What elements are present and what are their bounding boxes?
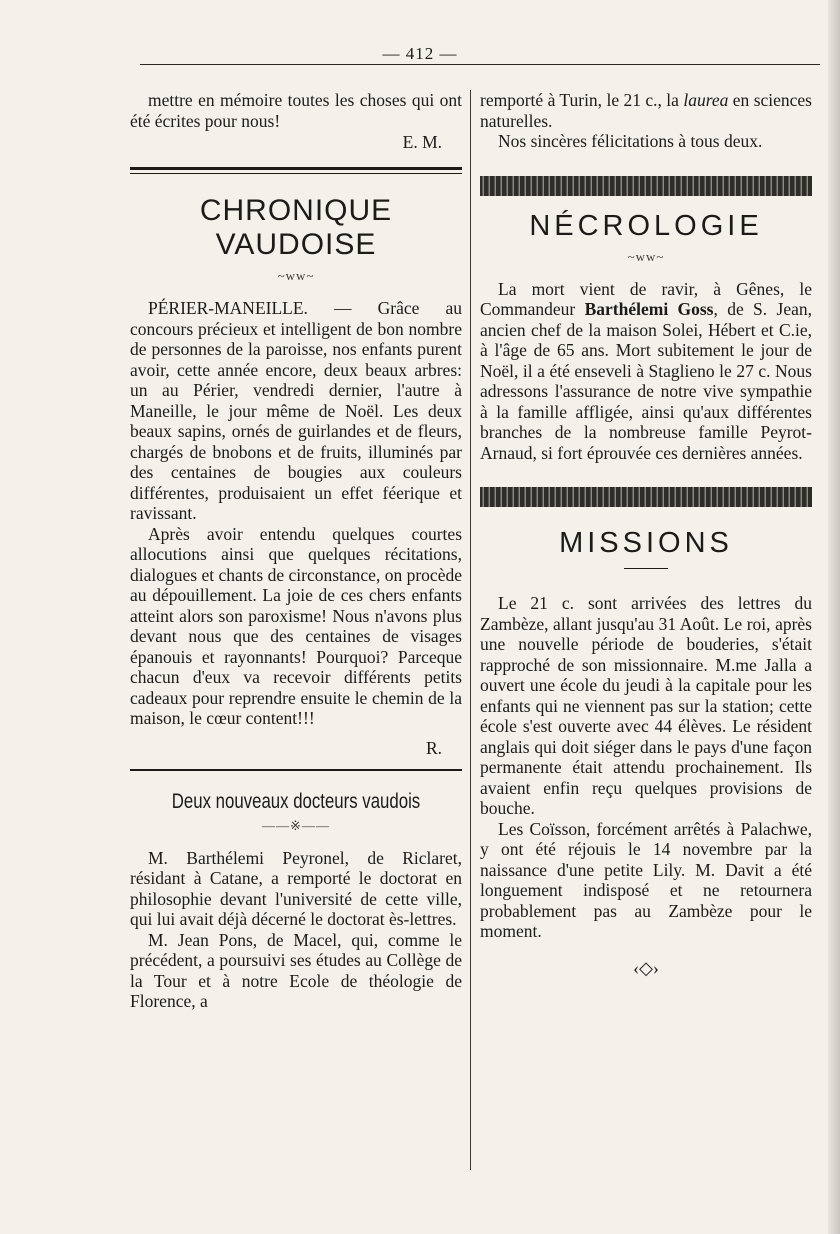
docteurs-heading: Deux nouveaux docteurs vaudois — [171, 789, 421, 813]
missions-rule — [624, 568, 668, 569]
header-rule — [140, 64, 820, 65]
docteurs-ornament: ——※—— — [262, 817, 330, 833]
necrologie-ornament: ~ww~ — [627, 248, 665, 264]
chronique-heading: CHRONIQUE VAUDOISE — [199, 194, 393, 261]
chronique-p1-text: Grâce au concours précieux et intelligent de bon nombre de personnes de la paroisse, nos enfants purent avoir, cette année encore, deux beaux arbres: un au Périer, vendredi dernier, l'autre à Maneille, le jour même de Noël. Les deux beaux sapins, ornés de guirlandes et de fleurs, chargés de bnobons et de fruits, illuminés par des centaines de bougies aux couleurs différentes, produisaient un effet féerique et ravissant. — [130, 298, 462, 523]
missions-paragraph-2: Les Coïsson, forcément arrêtés à Palachwe, y ont été réjouis le 14 novembre par la naissance d'une petite Lily. M. Davit a été longuement indisposé et ne retournera probablement pas au Zambèze pour le moment. — [480, 818, 812, 941]
missions-paragraph-1: Le 21 c. sont arrivées des lettres du Zambèze, allant jusqu'au 31 Août. Le roi, après une nouvelle période de bouderies, s'était rapproché de son missionnaire. M.me Jalla a ouvert une école du jeudi à la capitale pour les enfants qui ne viennent pas sur la station; cette école s'est ouverte avec 44 élèves. Le résident anglais qui doit siéger dans le pays d'une façon permanente était attendu prochainement. Ils avaient enfin reçu quelques provisions de bouche. — [480, 593, 812, 818]
page-number: — 412 — — [382, 44, 458, 63]
necrologie-text-b: , de S. Jean, ancien chef de la maison Solei, Hébert et C.ie, à l'âge de 65 ans. Mort subitement le jour de Noël, il a été enseveli à Staglieno le 27 c. Nous adressons l'assurance de notre vive sympathie à la famille affligée, ainsi qu'aux différentes branches de la nombreuse famille Peyrot-Arnaud, si fort éprouvée ces dernières années. — [480, 299, 812, 463]
intro-signature: E. M. — [402, 132, 442, 152]
missions-heading: MISSIONS — [559, 527, 733, 559]
docteurs-paragraph-1: M. Barthélemi Peyronel, de Riclaret, résidant à Catane, a remporté le doctorat en philosophie devant l'université de cette ville, qui lui avait déjà décerné le doctorat ès-lettres. — [130, 847, 462, 929]
necrologie-paragraph — [480, 279, 812, 464]
chronique-ornament: ~ww~ — [277, 268, 315, 283]
chronique-lead: PÉRIER-MANEILLE. — — [148, 298, 352, 318]
chronique-paragraph-1 — [130, 298, 462, 524]
docteurs-paragraph-2: M. Jean Pons, de Macel, qui, comme le précédent, a poursuivi ses études au Collège de la Tour et à notre Ecole de théologie de Florence, a — [130, 929, 462, 1011]
section-rule-2 — [130, 769, 462, 774]
necrologie-text-a: La mort vient de ravir, à Gênes, le Commandeur — [480, 278, 812, 319]
continued-text-a: remporté à Turin, le 21 c., la — [480, 90, 684, 110]
right-column — [480, 90, 812, 979]
end-ornament: ‹◇› — [633, 957, 659, 978]
continued-text — [480, 90, 812, 131]
section-rule — [130, 167, 462, 174]
necrologie-name: Barthélemi Goss — [584, 299, 714, 319]
decorative-bar-2 — [480, 487, 812, 507]
page-edge-shadow — [828, 0, 840, 1234]
column-divider — [470, 90, 471, 1170]
necrologie-heading: NÉCROLOGIE — [529, 209, 763, 242]
continued-text-b: en sciences naturelles. — [480, 90, 812, 131]
intro-text: mettre en mémoire toutes les choses qui ont été écrites pour nous! — [130, 90, 462, 131]
chronique-signature: R. — [425, 737, 442, 758]
chronique-paragraph-2: Après avoir entendu quelques courtes allocutions ainsi que quelques récitations, dialogues et chants de circonstance, on procède au dépouillement. La joie de ces chers enfants atteint alors son paroxisme! Nous n'avons plus devant nous que des centaines de visages épanouis et rayonnants! Pourquoi? Parceque chacun d'eux va recevoir différents petits cadeaux pour reprendre ensuite le chemin de la maison, le cœur content!!! — [130, 523, 462, 728]
laurea-italic: laurea — [683, 90, 729, 110]
left-column — [130, 90, 462, 1012]
felicitations-text: Nos sincères félicitations à tous deux. — [498, 131, 763, 151]
decorative-bar-1 — [480, 176, 812, 196]
